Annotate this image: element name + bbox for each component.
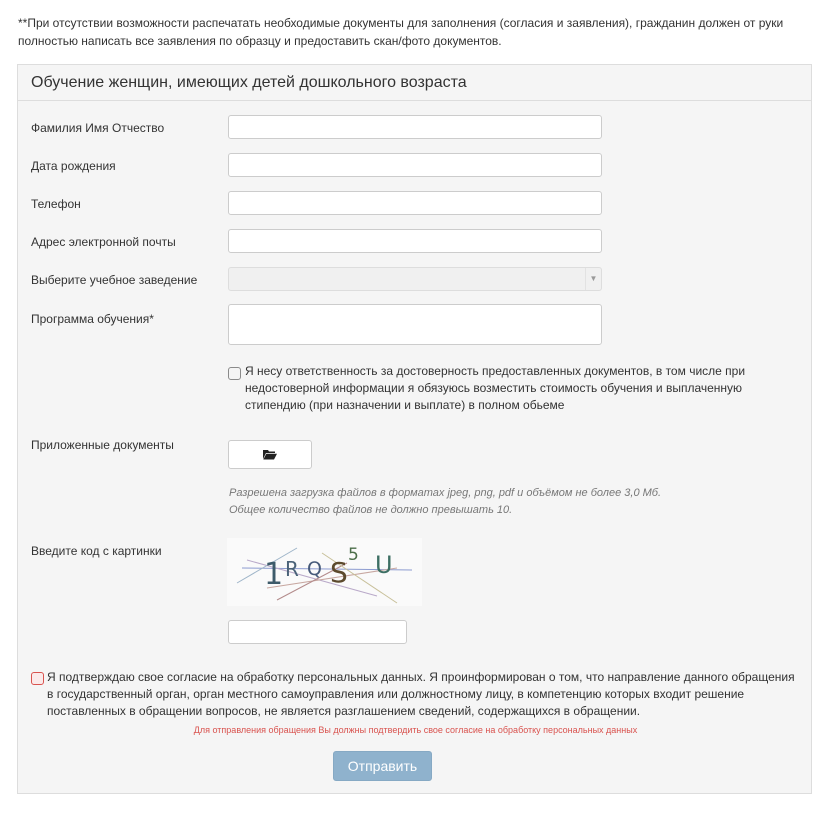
application-form [17, 64, 812, 794]
captcha-char-1: 1 [264, 557, 284, 592]
captcha-char-5: 5 [348, 545, 359, 565]
captcha-input[interactable] [228, 620, 407, 644]
notice-text: **При отсутствии возможности распечатать необходимые документы для заполнения (согласия и заявления), гражданин должен от руки полностью написать все заявления по образцу и предоставить скан/фото документов. [18, 16, 784, 48]
school-select[interactable] [228, 267, 602, 291]
captcha-char-3: Q [307, 558, 322, 580]
file-upload-button[interactable] [228, 440, 312, 469]
phone-input[interactable] [228, 191, 602, 215]
fio-label: Фамилия Имя Отчество [31, 121, 165, 135]
attachments-hint-line1: Разрешена загрузка файлов в форматах jpeg, png, pdf и объёмом не более 3,0 Мб. [229, 487, 662, 499]
attachments-hint-line2: Общее количество файлов не должно превышать 10. [229, 504, 513, 516]
captcha-label: Введите код с картинки [31, 544, 162, 558]
email-label: Адрес электронной почты [31, 235, 176, 249]
responsibility-checkbox[interactable] [228, 367, 241, 380]
fio-input[interactable] [228, 115, 602, 139]
responsibility-text: Я несу ответственность за достоверность предоставленных документов, в том числе при недостоверной информации я обязуюсь возместить стоимость обучения и выплаченную стипендию (при назначении и выплате) в полном обьеме [245, 364, 746, 412]
consent-text: Я подтверждаю свое согласие на обработку персональных данных. Я проинформирован о том, что направление данного обращения в государственный орган, орган местного самоуправления или должностному лицу, в компетенцию которых входит решение поставленных в обращении вопросов, не является разглашением сведений, содержащихся в обращении. [47, 670, 795, 718]
birth-date-input[interactable] [228, 153, 602, 177]
submit-button[interactable]: Отправить [333, 751, 432, 781]
email-input[interactable] [228, 229, 602, 253]
captcha-char-4: S [330, 556, 348, 589]
school-label: Выберите учебное заведение [31, 273, 198, 287]
consent-checkbox[interactable] [31, 672, 44, 685]
program-textarea[interactable] [228, 304, 602, 345]
consent-warning: Для отправления обращения Вы должны подтвердить свое согласие на обработку персональных данных [193, 725, 638, 735]
attachments-hint [229, 485, 789, 519]
captcha-char-2: R [285, 557, 299, 581]
captcha-image [227, 538, 422, 606]
form-title: Обучение женщин, имеющих детей дошкольного возраста [18, 65, 811, 101]
chevron-down-icon: ▼ [585, 268, 601, 290]
folder-open-icon [263, 449, 277, 460]
birth-date-label: Дата рождения [31, 159, 116, 173]
program-label: Программа обучения* [31, 312, 154, 326]
phone-label: Телефон [31, 197, 81, 211]
captcha-graphic [227, 538, 422, 606]
attachments-label: Приложенные документы [31, 438, 174, 452]
captcha-char-6: U [375, 551, 393, 579]
